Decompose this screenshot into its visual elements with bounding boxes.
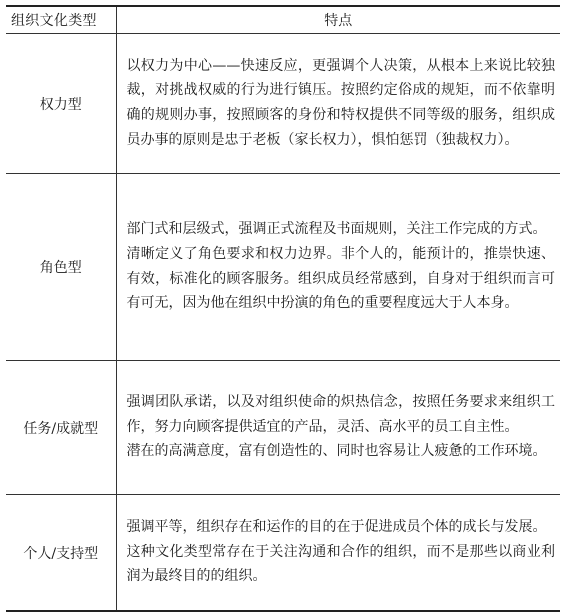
table-row [6, 495, 560, 612]
culture-type-table [6, 5, 560, 612]
row-desc-role [116, 174, 560, 361]
desc-paragraph: 以权力为中心——快速反应，更强调个人决策，从根本上来说比较独裁，对挑战权威的行为进行镇压。按照约定俗成的规矩，而不依靠明确的规则办事，按照顾客的身份和特权提供不同等级的服务，组织成员办事的原则是忠于老板（家长权力），惧怕惩罚（独裁权力）。 [126, 57, 555, 148]
desc-paragraph: 部门式和层级式，强调正式流程及书面规则，关注工作完成的方式。 [126, 221, 547, 238]
table-header-row [6, 6, 560, 34]
desc-paragraph: 这种文化类型常存在于关注沟通和合作的组织，而不是那些以商业利润为最终目的的组织。 [126, 543, 555, 585]
desc-paragraph: 潜在的高满意度，富有创造性的、同时也容易让人疲惫的工作环境。 [126, 443, 547, 460]
header-culture-type: 组织文化类型 [6, 6, 116, 34]
row-desc-power [116, 34, 560, 174]
table-row [6, 174, 560, 361]
desc-paragraph: 强调平等，组织存在和运作的目的在于促进成员个体的成长与发展。 [126, 519, 547, 536]
row-type-person: 个人/支持型 [6, 495, 116, 612]
row-desc-task [116, 361, 560, 495]
desc-paragraph: 清晰定义了角色要求和权力边界。非个人的，能预计的，推崇快速、有效，标准化的顾客服务。组织成员经常感到，自身对于组织而言可有可无，因为他在组织中扮演的角色的重要程度远大于人本身。 [126, 245, 555, 312]
desc-paragraph: 强调团队承诺，以及对组织使命的炽热信念，按照任务要求来组织工作，努力向顾客提供适宜的产品，灵活、高水平的员工自主性。 [126, 394, 555, 435]
table-row [6, 361, 560, 495]
row-type-role: 角色型 [6, 174, 116, 361]
row-type-power: 权力型 [6, 34, 116, 174]
row-type-task: 任务/成就型 [6, 361, 116, 495]
table-row [6, 34, 560, 174]
culture-type-table-container [6, 5, 560, 612]
row-desc-person [116, 495, 560, 612]
header-characteristics: 特点 [116, 6, 560, 34]
